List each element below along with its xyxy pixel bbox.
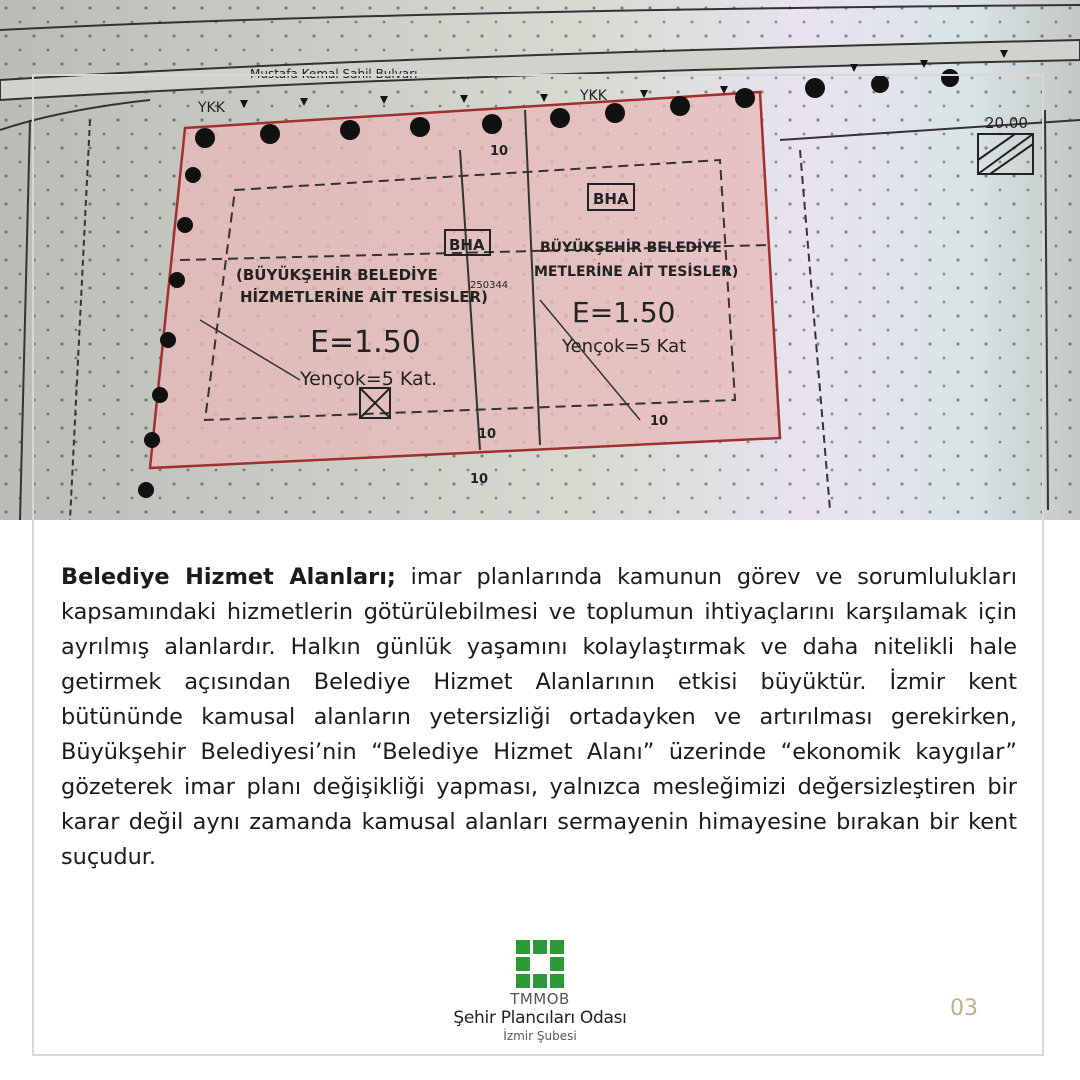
area-label-right-1: BÜYÜKŞEHİR BELEDİYE: [540, 240, 722, 256]
area-label-left-1: (BÜYÜKŞEHİR BELEDİYE: [236, 266, 438, 284]
emsal-right: E=1.50: [572, 296, 676, 329]
logo-grid-icon: [516, 940, 564, 988]
page-number: 03: [950, 996, 978, 1021]
logo-org: TMMOB: [510, 990, 570, 1008]
zoning-plan-image: [0, 0, 1080, 520]
height-left: Yençok=5 Kat.: [300, 368, 438, 390]
road-label: Mustafa Kemal Sahil Bulvarı: [250, 67, 418, 81]
num-10-c: 10: [650, 414, 669, 429]
area-label-left-2: HİZMETLERİNE AİT TESİSLER): [240, 288, 488, 306]
height-right: Yençok=5 Kat: [562, 336, 687, 357]
body-paragraph: [61, 560, 1017, 875]
bha-label-left: BHA: [449, 236, 485, 254]
dim-top: 20.00: [985, 114, 1028, 132]
area-label-right-2: METLERİNE AİT TESİSLER): [534, 264, 739, 280]
ykk-label-right: YKK: [580, 88, 607, 104]
tmmob-logo: [440, 940, 640, 1055]
num-10-b: 10: [478, 427, 497, 442]
logo-chamber: Şehir Plancıları Odası: [453, 1008, 627, 1028]
bha-label-right: BHA: [593, 190, 629, 208]
emsal-left: E=1.50: [310, 325, 421, 360]
ykk-label-left: YKK: [198, 100, 225, 116]
num-10-a: 10: [490, 144, 509, 159]
zoning-plan-photo: [0, 0, 1080, 520]
logo-branch: İzmir Şubesi: [503, 1029, 577, 1043]
body-text: imar planlarında kamunun görev ve sorumlulukları kapsamındaki hizmetlerin götürülebilmesi ve toplumun ihtiyaçlarını karşılamak için ayrılmış alanlardır. Halkın günlük yaşamını kolaylaştırmak ve daha nitelikli hale getirmek açısından Belediye Hizmet Alanlarının etkisi büyüktür. İzmir kent bütününde kamusal alanların yetersizliği ortadayken ve artırılması gerekirken, Büyükşehir Belediyesi’nin “Belediye Hizmet Alanı” üzerinde “ekonomik kaygılar” gözeterek imar planı değişikliği yapması, yalnızca mesleğimizi değersizleştiren bir karar değil aynı zamanda kamusal alanları sermayenin himayesine bırakan bir kent suçudur.: [61, 564, 1017, 870]
lead-term: Belediye Hizmet Alanları;: [61, 564, 396, 590]
num-10-d: 10: [470, 472, 489, 487]
parcel-id: 250344: [470, 280, 509, 291]
